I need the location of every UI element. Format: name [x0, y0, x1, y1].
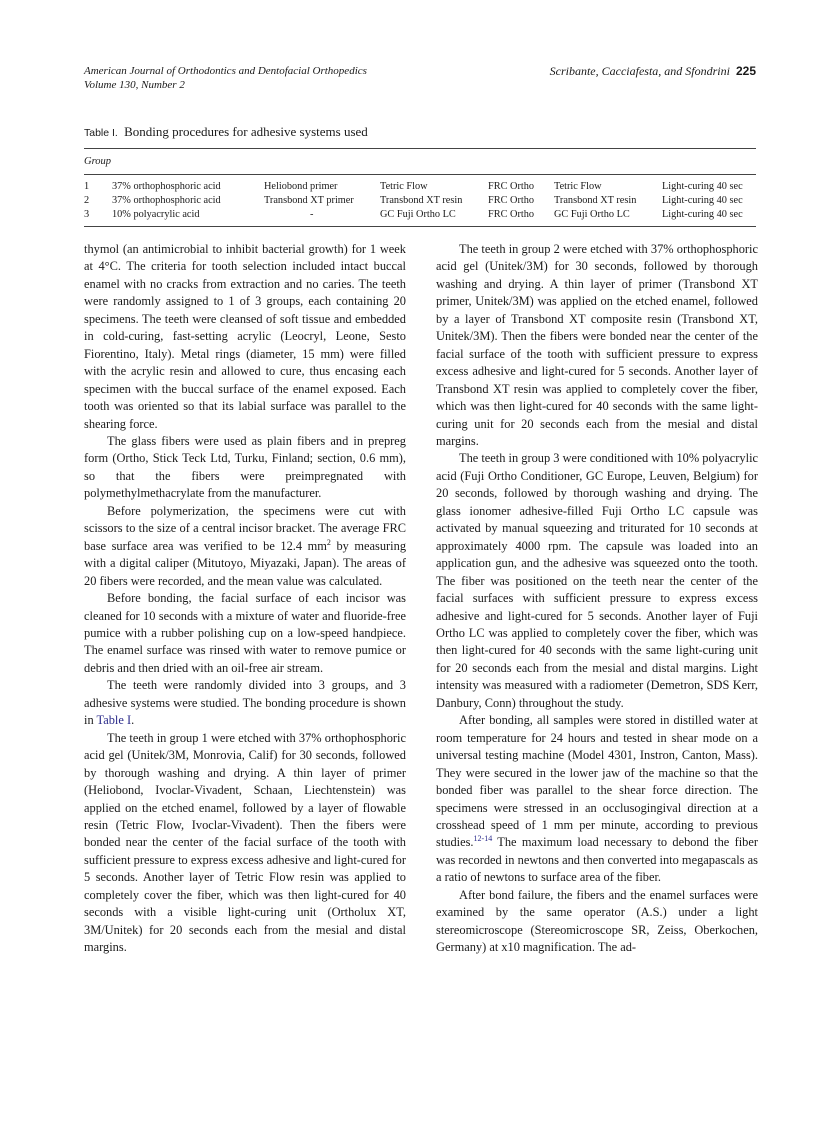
- cell: Tetric Flow: [380, 181, 428, 192]
- cell: 2: [84, 195, 90, 206]
- table-bottom-rule: [84, 226, 756, 227]
- cell: FRC Ortho: [488, 181, 535, 192]
- cell: Light-curing 40 sec: [662, 209, 743, 220]
- text-run: After bonding, all samples were stored in distilled water at room temperature for 24 hours and tested in shear mode on a universal testing machine (Model 4301, Instron, Canton, Mass). They were secured in the lower jaw of the machine so that the bonded fiber was parallel to the shear force direction. The specimens were stressed in an occlusogingival direction at a crosshead speed of 1 mm per minute, according to previous studies.: [436, 713, 758, 850]
- cell: FRC Ortho: [488, 195, 535, 206]
- table-link[interactable]: Table I: [96, 713, 132, 728]
- table-row: [84, 194, 756, 208]
- body-column-right: [436, 241, 758, 957]
- authors: Scribante, Cacciafesta, and Sfondrini: [549, 64, 730, 78]
- cell: Heliobond primer: [264, 181, 338, 192]
- cell: Transbond XT resin: [554, 195, 637, 206]
- page-number: 225: [735, 64, 756, 78]
- text-run: Before polymerization, the specimens were cut with scissors to the size of a central incisor bracket. The average FRC base surface area was verified to be 12.4 mm: [84, 503, 406, 553]
- superscript: 2: [326, 537, 331, 547]
- table-row: [84, 208, 756, 222]
- table-bonding-procedures: [84, 124, 756, 227]
- paragraph: Before bonding, the facial surface of each incisor was cleaned for 10 seconds with a mixture of water and fluoride-free pumice with a rubber polishing cup on a low-speed handpiece. The enamel surface was rinsed with water to remove pumice or debris and then dried with an oil-free air stream.: [84, 591, 406, 675]
- paragraph: [436, 712, 758, 887]
- cell: FRC Ortho: [488, 209, 535, 220]
- cell: Transbond XT primer: [264, 195, 354, 206]
- journal-volume: Volume 130, Number 2: [84, 79, 185, 91]
- table-label: Table I.: [84, 127, 118, 139]
- cell: 37% orthophosphoric acid: [112, 195, 221, 206]
- cell: -: [310, 209, 314, 220]
- paragraph: The glass fibers were used as plain fibers and in prepreg form (Ortho, Stick Teck Ltd, Turku, Finland; section, 0.6 mm), so that the fibers were preimpregnated with polymethylmethacrylate from the manufacturer.: [84, 433, 406, 501]
- reference-link[interactable]: 12-14: [473, 834, 493, 844]
- author-page: [550, 64, 756, 78]
- cell: 10% polyacrylic acid: [112, 209, 200, 220]
- paragraph: The teeth in group 3 were conditioned with 10% polyacrylic acid (Fuji Ortho Conditioner, GC Europe, Leuven, Belgium) for 20 seconds, followed by thorough washing and drying. The glass ionomer adhesive-filled Fuji Ortho LC capsule was activated by manual squeezing and triturated for 10 seconds at approximately 4000 rpm. The capsule was loaded into an application gun, and the adhesive was squeezed onto the tooth. The fiber was positioned on the teeth near the center of the facial surfaces with sufficient pressure to express excess adhesive and light-cured for 5 seconds. Another layer of Fuji Ortho LC was applied to completely cover the fiber, which was then light-cured for 40 seconds with the same light-curing unit for 20 seconds each from the mesial and distal margins. Light intensity was measured with a radiometer (Demetron, SDS Kerr, Danbury, Conn) throughout the study.: [436, 451, 759, 710]
- paragraph: thymol (an antimicrobial to inhibit bacterial growth) for 1 week at 4°C. The criteria for tooth selection included intact buccal enamel with no cracks from extraction and no caries. The teeth were randomly assigned to 1 of 3 groups, each containing 20 specimens. The teeth were cleansed of soft tissue and embedded in cold-curing, fast-setting acrylic (Leocryl, Leone, Sesto Fiorentino, Italy). Metal rings (diameter, 15 mm) were filled with the acrylic resin and allowed to cure, thus encasing each specimen with the buccal surface of the enamel exposed. Each tooth was oriented so that its labial surface was parallel to the shearing force.: [84, 242, 406, 431]
- cell: Tetric Flow: [554, 181, 602, 192]
- paragraph: [84, 503, 406, 590]
- paragraph: The teeth in group 2 were etched with 37% orthophosphoric acid gel (Unitek/3M) for 30 seconds, followed by thorough washing and drying. A thin layer of primer (Transbond XT primer, Unitek/3M) was applied on the etched enamel, followed by a layer of Transbond XT composite resin (Transbond XT, Unitek/3M). Then the fibers were bonded near the center of the facial surface of the tooth with sufficient pressure to express excess adhesive and light-cured for 5 seconds. Another layer of Transbond XT resin was applied to completely cover the fiber, which was then light-cured for 40 seconds with the same light-curing unit for 20 seconds each from the mesial and distal margins.: [436, 242, 758, 448]
- cell: 1: [84, 181, 90, 192]
- paragraph: The teeth in group 1 were etched with 37% orthophosphoric acid gel (Unitek/3M, Monrovia, Calif) for 30 seconds, followed by thorough washing and drying. A thin layer of primer (Heliobond, Ivoclar-Vivadent, Schaan, Liechtenstein) was applied on the etched enamel, followed by a layer of flowable resin (Tetric Flow, Ivoclar-Vivadent). Then the fibers were bonded near the center of the facial surface of the tooth with sufficient pressure to express excess adhesive and light-cured for 5 seconds. Another layer of Tetric Flow resin was applied to completely cover the fiber, which was then light-cured for 40 seconds with a visible light-curing unit (Ortholux XT, 3M/Unitek) for 20 seconds each from the mesial and distal margins.: [84, 730, 406, 955]
- text-run: The teeth were randomly divided into 3 groups, and 3 adhesive systems were studied. The bonding procedure is shown in: [84, 678, 406, 728]
- table-row: [84, 180, 756, 194]
- paragraph: After bond failure, the fibers and the enamel surfaces were examined by the same operator (A.S.) under a light stereomicroscope (Stereomicroscope SR, Zeiss, Oberkochen, Germany) at x10 magnification. The ad-: [436, 887, 758, 955]
- cell: 3: [84, 209, 90, 220]
- paragraph: [84, 677, 406, 729]
- journal-info: [84, 64, 367, 92]
- table-header-group: Group: [84, 156, 112, 167]
- cell: GC Fuji Ortho LC: [554, 209, 630, 220]
- cell: Transbond XT resin: [380, 195, 463, 206]
- cell: 37% orthophosphoric acid: [112, 181, 221, 192]
- text-run: The maximum load necessary to debond the fiber was recorded in newtons and then converted into megapascals as a ratio of newtons to surface area of the fiber.: [436, 835, 758, 885]
- cell: GC Fuji Ortho LC: [380, 209, 456, 220]
- table-caption: [84, 124, 756, 140]
- text-run: .: [131, 713, 135, 728]
- cell: Light-curing 40 sec: [662, 195, 743, 206]
- cell: Light-curing 40 sec: [662, 181, 743, 192]
- journal-title: American Journal of Orthodontics and Dentofacial Orthopedics: [84, 65, 367, 77]
- table-title: Bonding procedures for adhesive systems used: [124, 124, 368, 139]
- table-body: [84, 180, 756, 222]
- text-run: by measuring with a digital caliper (Mitutoyo, Miyazaki, Japan). The areas of 20 fibers were recorded, and the mean value was calculated.: [84, 538, 407, 588]
- body-column-left: [84, 241, 406, 957]
